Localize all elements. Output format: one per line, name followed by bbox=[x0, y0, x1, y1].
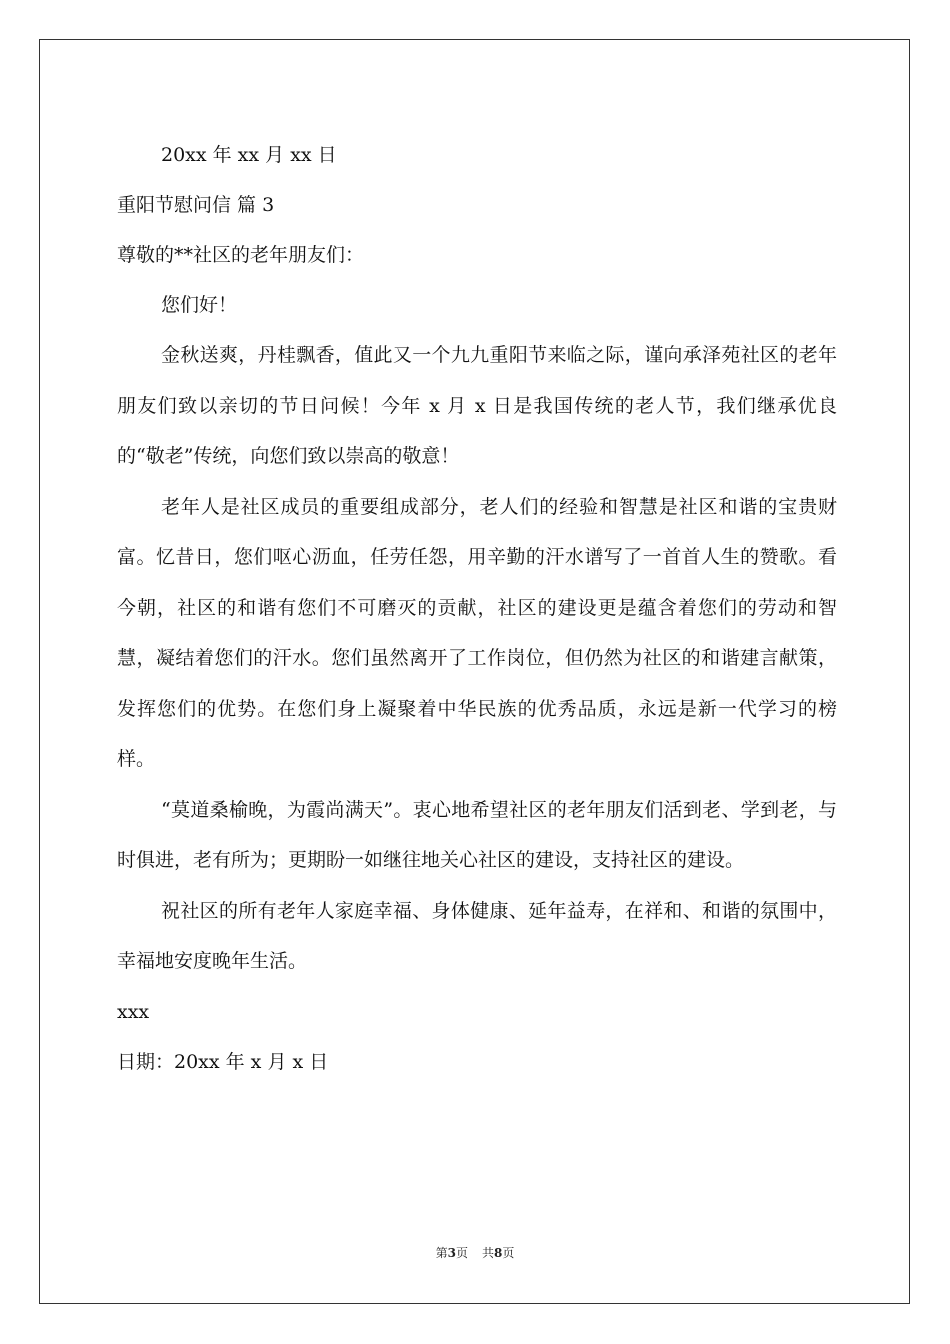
total-pages: 8 bbox=[494, 1246, 503, 1260]
paragraph-3: “莫道桑榆晚，为霞尚满天”。衷心地希望社区的老年朋友们活到老、学到老，与时俱进，老有所为；更期盼一如继往地关心社区的建设，支持社区的建设。 bbox=[117, 798, 837, 871]
page-number: 3 bbox=[447, 1246, 456, 1260]
total-suffix: 页 bbox=[502, 1246, 515, 1260]
closing-date: 日期：20xx 年 x 月 x 日 bbox=[117, 1050, 329, 1073]
paragraph-2: 老年人是社区成员的重要组成部分，老人们的经验和智慧是社区和谐的宝贵财富。忆昔日，您们呕心沥血，任劳任怨，用辛勤的汗水谱写了一首首人生的赞歌。看今朝，社区的和谐有您们不可磨灭的贡献，社区的建设更是蕴含着您们的劳动和智慧，凝结着您们的汗水。您们虽然离开了工作岗位，但仍然为社区的和谐建言献策，发挥您们的优势。在您们身上凝聚着中华民族的优秀品质，永远是新一代学习的榜样。 bbox=[117, 495, 837, 770]
paragraph-1: 金秋送爽，丹桂飘香，值此又一个九九重阳节来临之际，谨向承泽苑社区的老年朋友们致以亲切的节日问候！今年 x 月 x 日是我国传统的老人节，我们继承优良的“敬老”传统，向您们致以崇高的敬意！ bbox=[117, 344, 837, 467]
document-body bbox=[117, 130, 837, 1087]
page-prefix: 第 bbox=[435, 1246, 448, 1260]
greeting: 您们好！ bbox=[161, 294, 238, 316]
total-prefix: 共 bbox=[482, 1246, 495, 1260]
paragraph-4: 祝社区的所有老年人家庭幸福、身体健康、延年益寿，在祥和、和谐的氛围中，幸福地安度晚年生活。 bbox=[117, 899, 837, 972]
salutation: 尊敬的**社区的老年朋友们： bbox=[117, 244, 365, 266]
page-footer bbox=[0, 1244, 950, 1261]
page-suffix: 页 bbox=[455, 1246, 468, 1260]
signature: xxx bbox=[117, 1000, 150, 1023]
date-line: 20xx 年 xx 月 xx 日 bbox=[161, 144, 337, 166]
letter-title: 重阳节慰问信 篇 3 bbox=[117, 194, 275, 216]
